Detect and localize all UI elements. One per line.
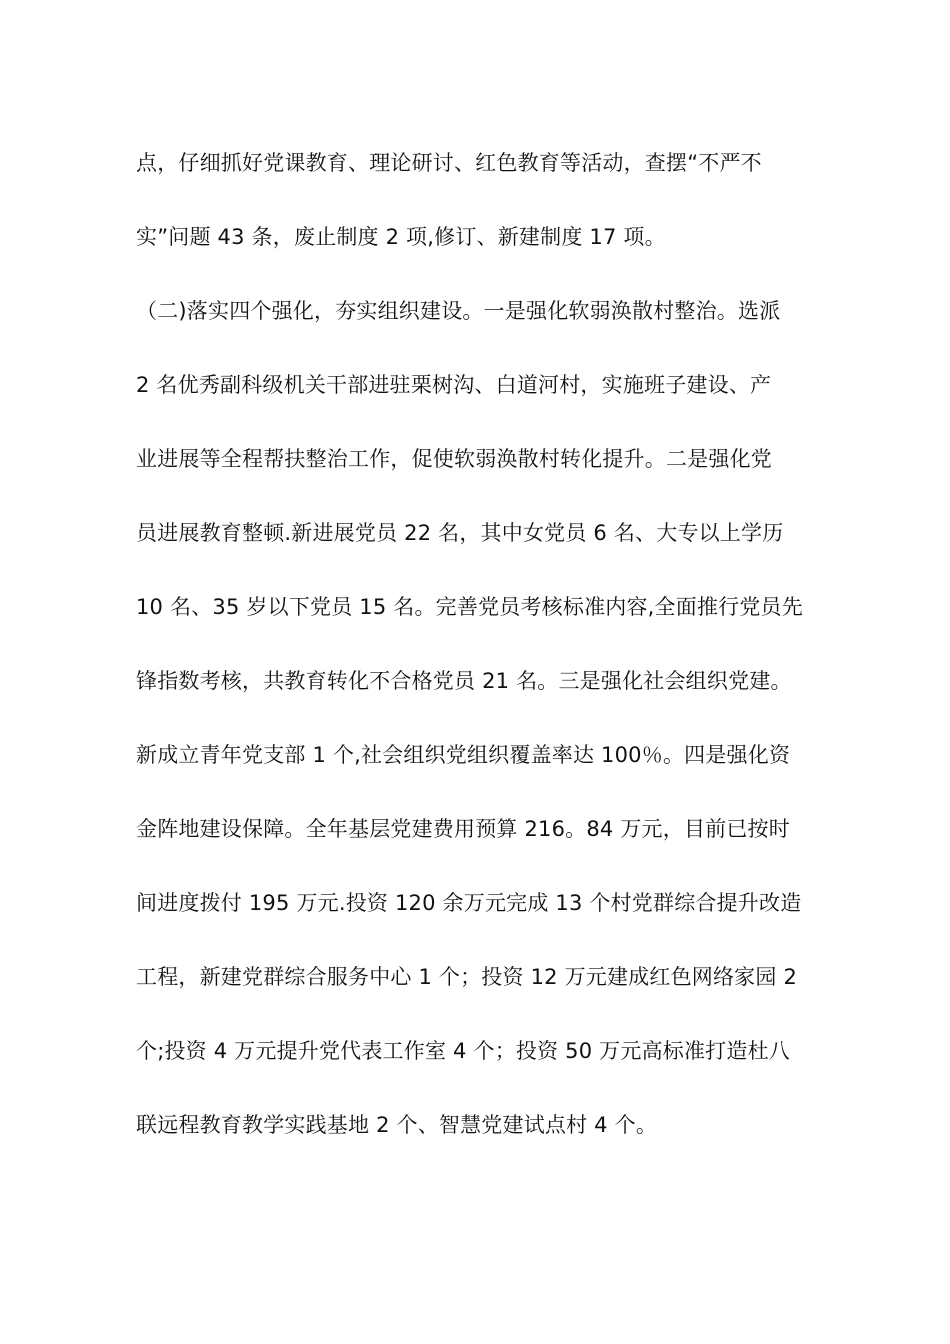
text-line: 2 名优秀副科级机关干部进驻栗树沟、白道河村，实施班子建设、产 [136,373,772,397]
text-line: 个;投资 4 万元提升党代表工作室 4 个；投资 50 万元高标准打造杜八 [136,1039,790,1063]
body-text [136,140,836,1176]
text-line: 金阵地建设保障。全年基层党建费用预算 216。84 万元，目前已按时 [136,817,790,841]
text-line: 员进展教育整顿.新进展党员 22 名，其中女党员 6 名、大专以上学历 [136,521,784,545]
text-line: 业进展等全程帮扶整治工作，促使软弱涣散村转化提升。二是强化党 [136,447,772,471]
text-line: （二)落实四个强化，夯实组织建设。一是强化软弱涣散村整治。选派 [136,299,781,323]
text-line: 点，仔细抓好党课教育、理论研讨、红色教育等活动，查摆“不严不 [136,151,762,175]
text-line: 间进度拨付 195 万元.投资 120 余万元完成 13 个村党群综合提升改造 [136,891,802,915]
text-line: 联远程教育教学实践基地 2 个、智慧党建试点村 4 个。 [136,1113,658,1137]
text-line: 工程，新建党群综合服务中心 1 个；投资 12 万元建成红色网络家园 2 [136,965,798,989]
text-line: 10 名、35 岁以下党员 15 名。完善党员考核标准内容,全面推行党员先 [136,595,803,619]
text-line: 实”问题 43 条，废止制度 2 项,修订、新建制度 17 项。 [136,225,666,249]
text-line: 新成立青年党支部 1 个,社会组织党组织覆盖率达 100％。四是强化资 [136,743,791,767]
text-line: 锋指数考核，共教育转化不合格党员 21 名。三是强化社会组织党建。 [136,669,792,693]
